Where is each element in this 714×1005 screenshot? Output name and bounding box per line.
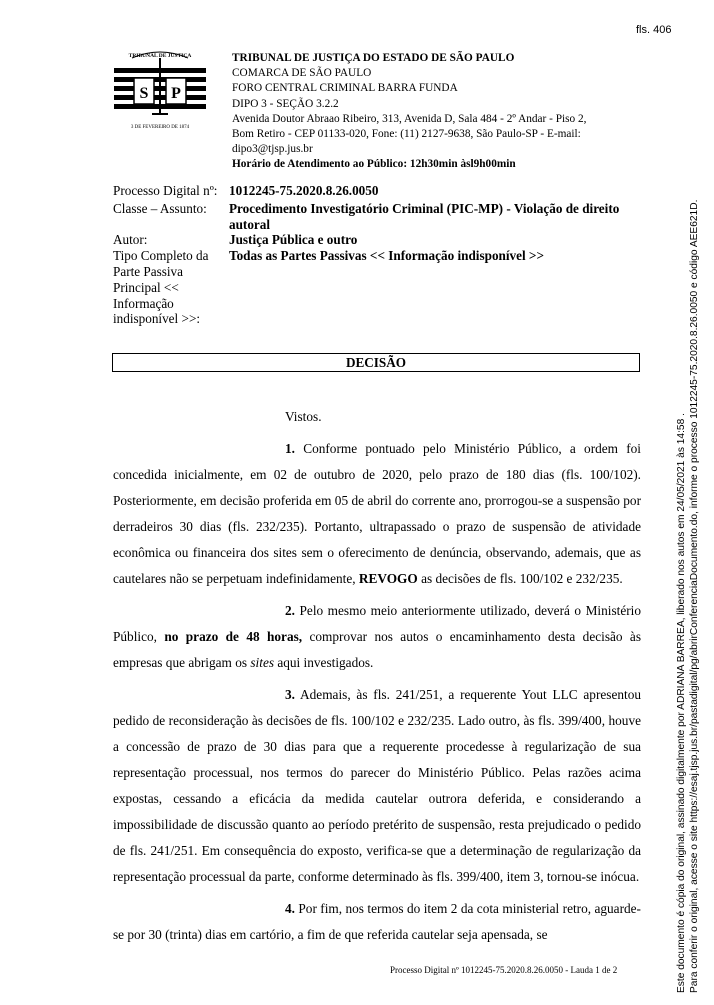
paragraph-3 <box>113 682 641 890</box>
process-info <box>113 183 643 327</box>
paragraph-2 <box>113 598 641 676</box>
passive-party-value: Todas as Partes Passivas << Informação indisponível >> <box>229 248 544 264</box>
paragraph-4-text: Por fim, nos termos do item 2 da cota ministerial retro, aguarde-se por 30 (trinta) dias em cartório, a fim de que referida cautelar seja apensada, se <box>113 901 641 942</box>
paragraph-2-text-a: Pelo mesmo meio anteriormente utilizado, deverá o Ministério Público, <box>113 603 641 644</box>
class-value: Procedimento Investigatório Criminal (PIC-MP) - Violação de direito autoral <box>229 200 620 232</box>
email: dipo3@tjsp.jus.br <box>232 143 313 156</box>
court-seal-logo <box>112 48 208 132</box>
class-row <box>113 201 643 233</box>
office-hours: Horário de Atendimento ao Público: 12h30min àsl9h00min <box>232 158 516 171</box>
seal-left-letter: S <box>139 85 149 102</box>
paragraph-2-deadline: no prazo de 48 horas, <box>164 629 303 644</box>
passive-party-row <box>113 248 643 327</box>
process-number-label: Processo Digital nº: <box>113 183 218 198</box>
passive-party-label: Tipo Completo da Parte Passiva Principal << Informação indisponível >>: <box>113 248 209 327</box>
foro: FORO CENTRAL CRIMINAL BARRA FUNDA <box>232 82 458 95</box>
author-row <box>113 232 643 248</box>
decision-title: DECISÃO <box>112 353 640 372</box>
digital-signature-note <box>675 13 701 993</box>
paragraph-1-number: 1. <box>285 441 295 456</box>
paragraph-3-number: 3. <box>285 687 295 702</box>
author-label: Autor: <box>113 232 148 248</box>
court-header <box>232 51 632 173</box>
seal-date-text: 3 DE FEVEREIRO DE 1874 <box>130 125 190 130</box>
comarca: COMARCA DE SÃO PAULO <box>232 67 372 80</box>
paragraph-2-text-c: aqui investigados. <box>277 655 374 670</box>
paragraph-2-number: 2. <box>285 603 295 618</box>
paragraph-1-text-a: Conforme pontuado pelo Ministério Público, a ordem foi concedida inicialmente, em 02 de outubro de 2020, pelo prazo de 180 dias (fls. 100/102). Posteriormente, em decisão proferida em 05 de abril do corrente ano, prorrogou-se a suspensão por derradeiros 30 dias (fls. 232/235). Portanto, ultrapassado o prazo de suspensão de atividade econômica ou financeira dos sites sem o oferecimento de denúncia, observando, ademais, que as cautelares não se perpetuam indefinidamente, <box>113 441 641 586</box>
paragraph-3-text: Ademais, às fls. 241/251, a requerente Yout LLC apresentou pedido de reconsideração às decisões de fls. 100/102 e 232/235. Lado outro, às fls. 399/400, houve a concessão de prazo de 30 dias para que a requerente procedesse à regularização de sua representação processual, nos termos do parecer do Ministério Público. Pelas razões acima expostas, cessando a eficácia da medida cautelar outrora deferida, e considerando a impossibilidade de discussão quanto ao período pretérito de suspensão, resta prejudicado o pedido de fls. 241/251. Em consequência do exposto, verifica-se que a determinação de regularização da representação processual da parte, conforme determinado às fls. 399/400, item 3, tornou-se inócua. <box>113 687 642 884</box>
author-value: Justiça Pública e outro <box>229 232 358 248</box>
paragraph-4-number: 4. <box>285 901 295 916</box>
paragraph-1-revogo: REVOGO <box>358 571 418 586</box>
decision-body <box>113 404 641 948</box>
page-number: fls. 406 <box>636 24 672 36</box>
process-number-value: 1012245-75.2020.8.26.0050 <box>229 183 379 198</box>
paragraph-4 <box>113 896 641 948</box>
paragraph-2-text-b: comprovar nos autos o encaminhamento desta decisão às empresas que abrigam os <box>113 629 642 670</box>
page-footer: Processo Digital nº 1012245-75.2020.8.26.0050 - Lauda 1 de 2 <box>390 965 618 975</box>
vistos: Vistos. <box>285 409 322 424</box>
address-line-1: Avenida Doutor Abraao Ribeiro, 313, Avenida D, Sala 484 - 2º Andar - Piso 2, <box>232 112 587 125</box>
paragraph-2-sites: sites <box>250 655 275 670</box>
seal-top-text: TRIBUNAL DE JUSTIÇA <box>128 53 192 59</box>
secao: DIPO 3 - SEÇÃO 3.2.2 <box>232 97 339 110</box>
class-label: Classe – Assunto: <box>113 200 207 216</box>
paragraph-1 <box>113 436 641 592</box>
paragraph-1-text-b: as decisões de fls. 100/102 e 232/235. <box>421 571 623 586</box>
seal-right-letter: P <box>171 85 181 102</box>
signature-note-line-1: Este documento é cópia do original, assinado digitalmente por ADRIANA BARREA, liberado nos autos em 24/05/2021 às 14:58 . <box>676 413 687 993</box>
signature-note-line-2: Para conferir o original, acesse o site https://esaj.tjsp.jus.br/pastadigital/pg/abrirConferenciaDocumento.do, informe o processo 1012245-75.2020.8.26.0050 e código AEE621D. <box>689 199 700 993</box>
address-line-2: Bom Retiro - CEP 01133-020, Fone: (11) 2127-9638, São Paulo-SP - E-mail: <box>232 128 581 141</box>
process-number-row <box>113 183 643 199</box>
court-name: TRIBUNAL DE JUSTIÇA DO ESTADO DE SÃO PAULO <box>232 52 515 64</box>
